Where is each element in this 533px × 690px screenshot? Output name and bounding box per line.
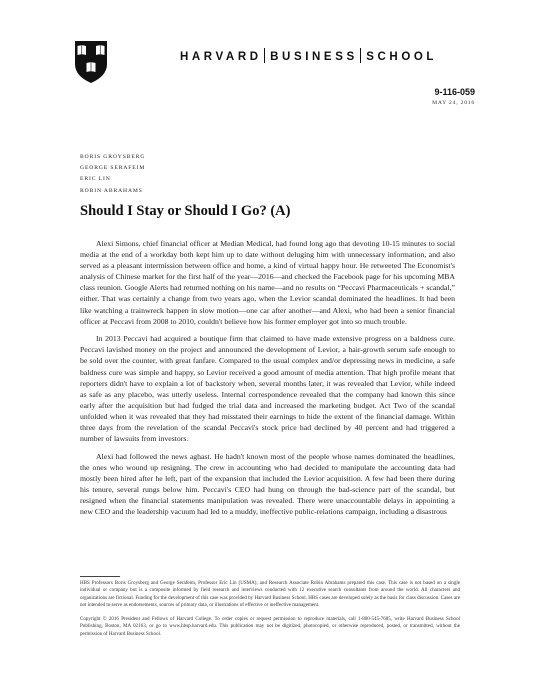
case-footer [80, 580, 460, 645]
harvard-shield-icon [74, 40, 108, 84]
wordmark-school: SCHOOL [366, 51, 438, 63]
school-wordmark [180, 48, 480, 63]
body-paragraph: Alexi Simons, chief financial officer at Median Medical, had found long ago that devoting 10-15 minutes to social media at the end of a workday both kept him up to date without deluging him with unnecessary information, and also served as a pleasant intermission between office and home, a kind of virtual happy hour. He retweeted The Economist's analysis of Chinese market for the first half of the year—2016—and checked the Facebook page for his upcoming MBA class reunion. Google Alerts had returned nothing on his name—and no results on “Peccavi Pharmaceuticals + scandal,” either. That was certainly a change from two years ago, when the Levior scandal dominated the headlines. It had been like watching a trainwreck happen in slow motion—one car after another—and Alexi, who had been a senior financial officer at Peccavi from 2008 to 2010, couldn't believe how his former employer got into so much trouble. [80, 239, 455, 326]
footnote-divider [80, 576, 120, 577]
wordmark-harvard: HARVARD [180, 51, 262, 63]
author-name: GEORGE SERAFEIM [80, 165, 146, 172]
author-name: ROBIN ABRAHAMS [80, 187, 143, 194]
author-name: BORIS GROYSBERG [80, 154, 146, 160]
body-paragraph: In 2013 Peccavi had acquired a boutique firm that claimed to have made extensive progress on a baldness cure. Peccavi lavished money on the project and announced the development of Levior, a hair-growth serum safe enough to be sold over the counter, with great fanfare. Compared to the usual complex and/or depressing news in medicine, a safe baldness cure was simple and happy, so Levior received a good amount of media attention. That high profile meant that reporters didn't have to explain a lot of backstory when, several months later, it was revealed that Levior, while indeed as safe as any placebo, was utterly useless. Internal correspondence revealed that the company had known this since early after the acquisition but had fudged the trial data and increased the marketing budget. Act Two of the scandal unfolded when it was revealed that they had misstated their earnings to hide the extent of the financial damage. Within three days from the revelation of the scandal Peccavi's stock price had declined by 40 percent and had triggered a number of lawsuits from investors. [80, 334, 455, 444]
wordmark-business: BUSINESS [270, 51, 358, 63]
wordmark-divider [264, 48, 266, 63]
disclaimer-note: HBS Professors Boris Groysberg and George Serafeim, Professor Eric Lin (USMA), and Research Associate Robin Abrahams prepared this case. This case is not based on a single individual or company but is a composite informed by field research and interviews conducted with 12 executive search consultants from around the world. All characters and organizations are fictional. Funding for the development of this case was provided by Harvard Business School. HBS cases are developed solely as the basis for class discussion. Cases are not intended to serve as endorsements, sources of primary data, or illustrations of effective or ineffective management. [80, 580, 460, 608]
body-paragraph: Alexi had followed the news aghast. He hadn't known most of the people whose names dominated the headlines, the ones who wound up resigning. The crew in accounting who had decided to manipulate the accounting data had mostly been hired after he left, part of the expansion that included the Levior acquisition. A few had been there during his tenure, several rungs below him. Peccavi's CEO had hung on through the bad-science part of the scandal, but resigned when the financial statements manipulation was revealed. There were unaccountable delays in appointing a new CEO and the leadership vacuum had led to a muddy, ineffective public-relations campaign, including a disastrous [80, 451, 455, 517]
author-name: ERIC LIN [80, 176, 111, 183]
case-title: Should I Stay or Should I Go? (A) [80, 203, 291, 219]
case-number: 9-116-059 [434, 87, 475, 97]
copyright-note: Copyright © 2016 President and Fellows of Harvard College. To order copies or request permission to reproduce materials, call 1-800-545-7685, write Harvard Business School Publishing, Boston, MA 02163, or go to www.hbsp.harvard.edu. This publication may not be digitized, photocopied, or otherwise reproduced, posted, or transmitted, without the permission of Harvard Business School. [80, 616, 460, 637]
case-date: MAY 24, 2016 [432, 100, 475, 106]
case-body [80, 238, 455, 524]
wordmark-divider [360, 48, 362, 63]
author-list [80, 152, 145, 197]
